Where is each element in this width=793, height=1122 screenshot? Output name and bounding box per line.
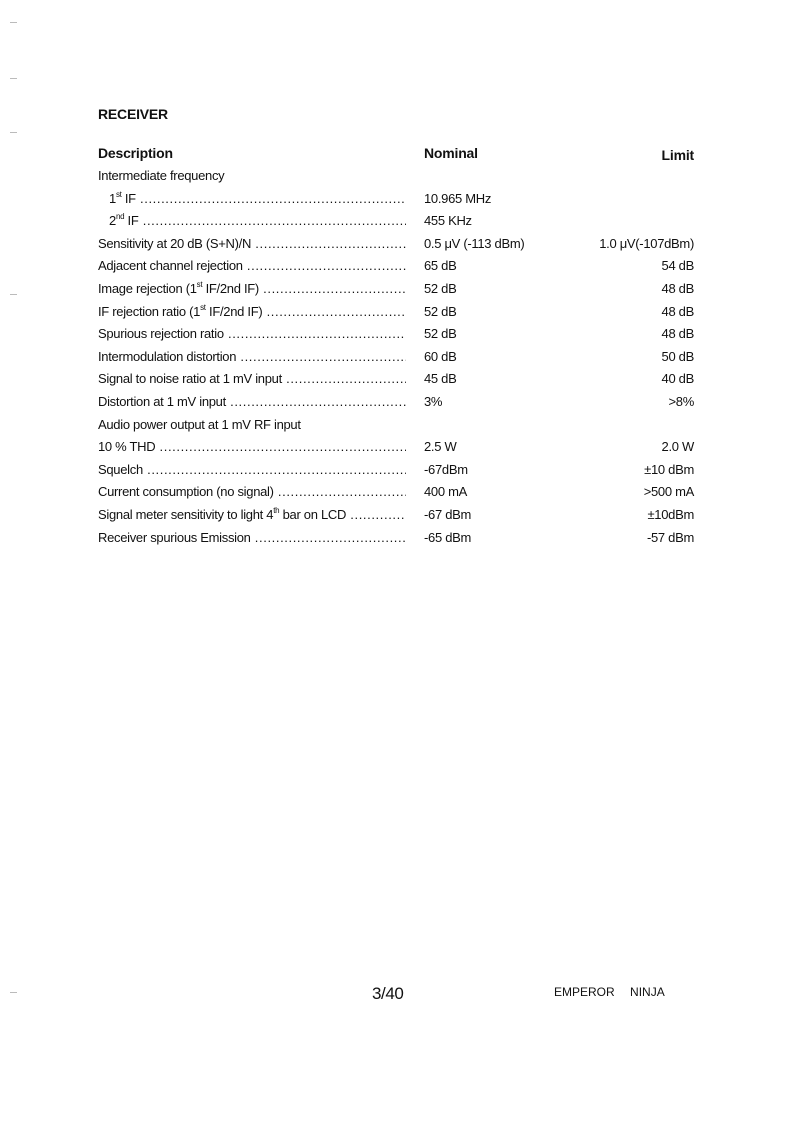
margin-tick xyxy=(10,992,17,993)
spec-limit-value: 48 dB xyxy=(661,304,694,319)
spec-row xyxy=(0,482,793,502)
spec-description xyxy=(98,234,406,254)
spec-row xyxy=(0,392,793,412)
spec-description-text: Sensitivity at 20 dB (S+N)/N xyxy=(98,236,252,251)
spec-description xyxy=(109,211,406,231)
spec-limit-value: >8% xyxy=(668,394,694,409)
spec-description xyxy=(98,415,406,435)
spec-nominal-value: -65 dBm xyxy=(424,530,472,545)
model-name: NINJA xyxy=(630,985,665,999)
spec-row xyxy=(0,189,793,209)
spec-limit-value: ±10dBm xyxy=(647,507,694,522)
spec-limit-value: 48 dB xyxy=(661,326,694,341)
spec-nominal-value: 52 dB xyxy=(424,326,457,341)
spec-row xyxy=(0,166,793,186)
spec-description-text: Distortion at 1 mV input xyxy=(98,394,226,409)
spec-description xyxy=(109,189,406,209)
spec-description-suffix: IF/2nd IF) xyxy=(202,281,259,296)
spec-nominal-value: -67dBm xyxy=(424,462,468,477)
spec-description xyxy=(98,505,406,525)
spec-limit-value: 1.0 μV(-107dBm) xyxy=(599,236,694,251)
spec-row xyxy=(0,369,793,389)
spec-limit-value: >500 mA xyxy=(643,484,694,499)
spec-row xyxy=(0,347,793,367)
spec-row xyxy=(0,528,793,548)
spec-description-text: Intermodulation distortion xyxy=(98,349,237,364)
spec-description-text: Signal to noise ratio at 1 mV input xyxy=(98,371,282,386)
spec-nominal-value: -67 dBm xyxy=(424,507,472,522)
spec-row xyxy=(0,505,793,525)
spec-description xyxy=(98,528,406,548)
spec-description-text: 2 xyxy=(109,213,116,228)
spec-description xyxy=(98,279,406,299)
spec-description-suffix: IF/2nd IF) xyxy=(205,304,263,319)
spec-description xyxy=(98,460,406,480)
spec-description xyxy=(98,369,406,389)
spec-nominal-value: 60 dB xyxy=(424,349,457,364)
spec-nominal-value: 52 dB xyxy=(424,281,457,296)
spec-limit-value: ±10 dBm xyxy=(644,462,694,477)
spec-nominal-value: 45 dB xyxy=(424,371,457,386)
spec-nominal-value: 455 KHz xyxy=(424,213,472,228)
spec-row xyxy=(0,460,793,480)
spec-description xyxy=(98,166,406,186)
margin-tick xyxy=(10,78,17,79)
column-header-description: Description xyxy=(98,145,173,161)
spec-description xyxy=(98,302,406,322)
spec-description-suffix: IF xyxy=(121,191,136,206)
spec-description xyxy=(98,482,406,502)
spec-nominal-value: 0.5 μV (-113 dBm) xyxy=(424,236,525,251)
spec-nominal-value: 3% xyxy=(424,394,443,409)
ordinal-superscript: th xyxy=(273,505,280,515)
spec-description-text: 10 % THD xyxy=(98,439,156,454)
spec-description-text: Squelch xyxy=(98,462,143,477)
spec-description xyxy=(98,437,406,457)
ordinal-superscript: st xyxy=(115,189,122,199)
spec-nominal-value: 400 mA xyxy=(424,484,468,499)
spec-description xyxy=(98,324,406,344)
spec-description-text: Adjacent channel rejection xyxy=(98,258,243,273)
spec-description-text: Signal meter sensitivity to light 4 xyxy=(98,507,274,522)
spec-description-suffix: bar on LCD xyxy=(279,507,347,522)
spec-description xyxy=(98,256,406,276)
spec-row xyxy=(0,302,793,322)
spec-nominal-value: 65 dB xyxy=(424,258,457,273)
spec-description-suffix: IF xyxy=(124,213,139,228)
ordinal-superscript: nd xyxy=(115,211,125,221)
spec-limit-value: 40 dB xyxy=(661,371,694,386)
spec-nominal-value: 2.5 W xyxy=(424,439,457,454)
spec-description-text: Spurious rejection ratio xyxy=(98,326,224,341)
spec-row xyxy=(0,415,793,435)
spec-description-text: Current consumption (no signal) xyxy=(98,484,274,499)
spec-description xyxy=(98,347,406,367)
column-header-nominal: Nominal xyxy=(424,145,478,161)
margin-tick xyxy=(10,294,17,295)
spec-limit-value: 48 dB xyxy=(661,281,694,296)
spec-nominal-value: 10.965 MHz xyxy=(424,191,492,206)
spec-description-text: Audio power output at 1 mV RF input xyxy=(98,417,301,432)
spec-row xyxy=(0,324,793,344)
spec-limit-value: 54 dB xyxy=(661,258,694,273)
spec-row xyxy=(0,234,793,254)
spec-description-text: 1 xyxy=(109,191,116,206)
spec-description-text: Image rejection (1 xyxy=(98,281,197,296)
margin-tick xyxy=(10,22,17,23)
margin-tick xyxy=(10,132,17,133)
spec-limit-value: -57 dBm xyxy=(646,530,694,545)
spec-description-text: Intermediate frequency xyxy=(98,168,225,183)
spec-limit-value: 50 dB xyxy=(661,349,694,364)
spec-row xyxy=(0,279,793,299)
ordinal-superscript: st xyxy=(200,302,206,312)
brand-name: EMPEROR xyxy=(554,985,615,999)
spec-description-text: IF rejection ratio (1 xyxy=(98,304,201,319)
column-header-limit: Limit xyxy=(661,147,694,163)
spec-row xyxy=(0,256,793,276)
ordinal-superscript: st xyxy=(196,279,203,289)
spec-row xyxy=(0,437,793,457)
page-number: 3/40 xyxy=(372,984,404,1003)
spec-description xyxy=(98,392,406,412)
spec-nominal-value: 52 dB xyxy=(424,304,457,319)
footer-brand xyxy=(554,985,665,999)
spec-description-text: Receiver spurious Emission xyxy=(98,530,251,545)
section-title: RECEIVER xyxy=(98,106,168,122)
spec-limit-value: 2.0 W xyxy=(661,439,694,454)
spec-row xyxy=(0,211,793,231)
